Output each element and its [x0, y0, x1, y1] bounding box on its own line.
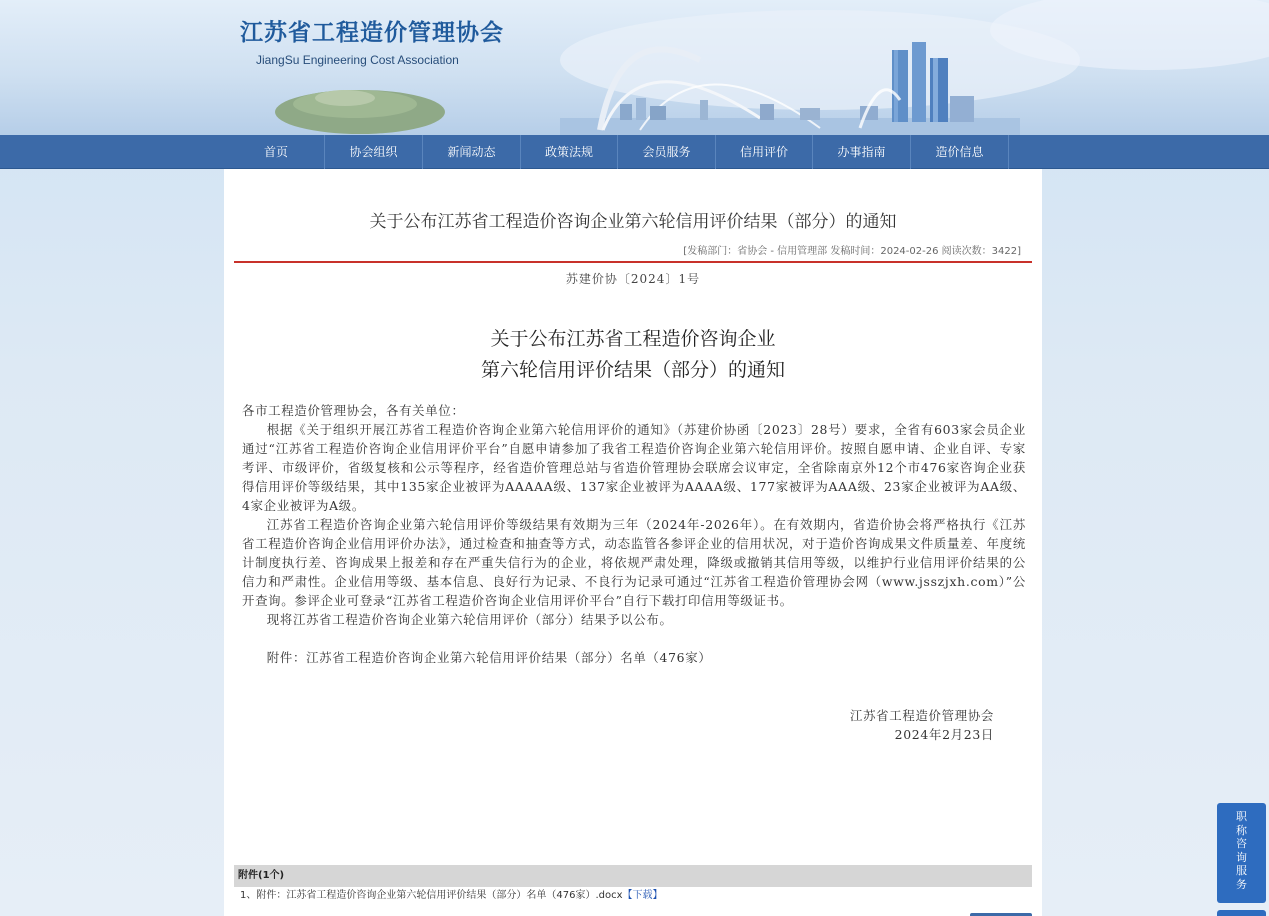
consult-char: 服 [1236, 864, 1247, 877]
salutation: 各市工程造价管理协会，各有关单位： [242, 403, 465, 418]
download-link[interactable]: 【下载】 [622, 890, 663, 901]
consult-char: 咨 [1236, 837, 1247, 850]
consult-char: 称 [1236, 823, 1247, 837]
consult-service-button[interactable] [1217, 803, 1266, 903]
nav-item-organization[interactable]: 协会组织 [325, 135, 423, 169]
side-float-tab[interactable] [1217, 910, 1266, 916]
paragraph-3: 现将江苏省工程造价咨询企业第六轮信用评价（部分）结果予以公布。 [266, 612, 673, 627]
signature-org: 江苏省工程造价管理协会 [850, 708, 994, 723]
consult-char: 务 [1236, 877, 1247, 891]
article-container [224, 169, 1042, 916]
nav-item-policy[interactable]: 政策法规 [521, 135, 618, 169]
nav-item-home[interactable]: 首页 [228, 135, 325, 169]
attachment-item [240, 889, 663, 903]
nav-item-member-service[interactable]: 会员服务 [618, 135, 716, 169]
nav-item-credit-rating[interactable]: 信用评价 [716, 135, 813, 169]
site-logo-title[interactable]: 江苏省工程造价管理协会 [240, 20, 504, 46]
header-banner [0, 0, 1269, 135]
article-meta: [发稿部门：省协会 - 信用管理部 发稿时间：2024-02-26 阅读次数：3422] [683, 246, 1021, 257]
site-logo-subtitle: JiangSu Engineering Cost Association [256, 53, 459, 67]
consult-char: 询 [1236, 850, 1247, 864]
attachment-filename[interactable]: 1、附件：江苏省工程造价咨询企业第六轮信用评价结果（部分）名单（476家）.docx [240, 890, 623, 901]
title-divider [234, 261, 1032, 263]
document-title-line2: 第六轮信用评价结果（部分）的通知 [480, 359, 785, 381]
consult-char: 职 [1236, 810, 1247, 823]
paragraph-1: 根据《关于组织开展江苏省工程造价咨询企业第六轮信用评价的通知》（苏建价协函〔2023〕28号）要求，全省有603家会员企业通过“江苏省工程造价咨询企业信用评价平台”自愿申请参加了我省工程造价咨询企业第六轮信用评价。按照自愿申请、企业自评、专家考评、市级评价，省级复核和公示等程序，经省造价管理总站与省造价管理协会联席会议审定，全省除南京外12个市476家咨询企业获得信用评价等级结果，其中135家企业被评为AAAAA级、137家企业被评为AAAA级、177家被评为AAA级、23家企业被评为AA级、4家企业被评为A级。 [242, 422, 1026, 513]
paragraph-2: 江苏省工程造价咨询企业第六轮信用评价等级结果有效期为三年（2024年-2026年）。在有效期内，省造价协会将严格执行《江苏省工程造价咨询企业信用评价办法》，通过检查和抽查等方式，动态监管各参评企业的信用状况，对于造价咨询成果文件质量差、年度统计制度执行差、咨询成果上报差和存在严重失信行为的企业，将依规严肃处理，降级或撤销其信用等级，以维护行业信用评价结果的公信力和严肃性。企业信用等级、基本信息、良好行为记录、不良行为记录可通过“江苏省工程造价管理协会网（www.jsszjxh.com）”公开查询。参评企业可登录“江苏省工程造价咨询企业信用评价平台”自行下载打印信用等级证书。 [242, 517, 1026, 608]
nav-item-guide[interactable]: 办事指南 [813, 135, 911, 169]
document-title-line1: 关于公布江苏省工程造价咨询企业 [490, 328, 776, 350]
document-number: 苏建价协〔2024〕1号 [565, 272, 701, 286]
nav-item-cost-info[interactable]: 造价信息 [911, 135, 1009, 169]
main-nav [0, 135, 1269, 169]
signature-date: 2024年2月23日 [894, 727, 994, 742]
nav-item-news[interactable]: 新闻动态 [423, 135, 521, 169]
document-body [242, 401, 1026, 667]
attachments-header: 附件(1个) [234, 865, 1032, 887]
skyline-illustration [0, 0, 1269, 135]
attachment-line: 附件：江苏省工程造价咨询企业第六轮信用评价结果（部分）名单（476家） [266, 650, 712, 665]
article-title: 关于公布江苏省工程造价咨询企业第六轮信用评价结果（部分）的通知 [369, 212, 897, 232]
